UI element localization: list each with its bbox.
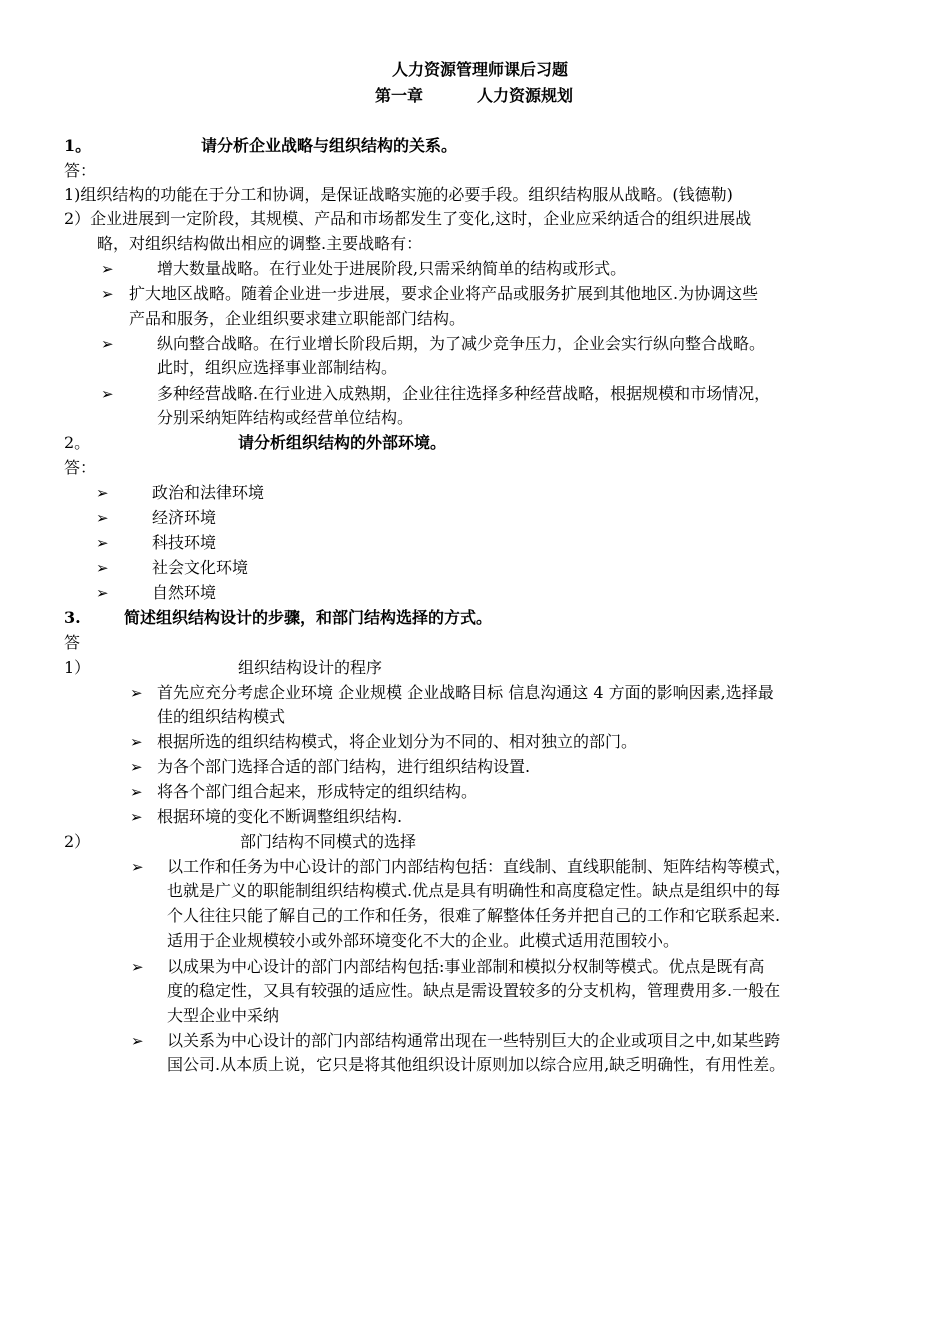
bullet-arrow-icon: ➢ [130,783,143,801]
q2-bullet-1: 政治和法律环境 [152,483,265,502]
document-title: 人力资源管理师课后习题 [391,60,568,79]
q3-number: 3. [64,608,81,627]
q3-s2-bullet-2-line-2: 度的稳定性，又具有较强的适应性。缺点是需设置较多的分支机构，管理费用多.一般在 [167,981,781,1000]
q3-s2-bullet-1-line-3: 个人往往只能了解自己的工作和任务，很难了解整体任务并把自己的工作和它联系起来. [167,906,781,925]
bullet-arrow-icon: ➢ [96,509,109,527]
q1-paragraph-2-line-1: 2）企业进展到一定阶段，其规模、产品和市场都发生了变化,这时，企业应采纳适合的组织进展战 [64,209,752,228]
q3-s1-bullet-3: 为各个部门选择合适的部门结构，进行组织结构设置. [157,757,531,776]
q3-question: 简述组织结构设计的步骤，和部门结构选择的方式。 [124,608,493,627]
q1-bullet-2-line-2: 产品和服务，企业组织要求建立职能部门结构。 [129,309,466,328]
bullet-arrow-icon: ➢ [131,958,144,976]
q3-s1-bullet-1-line-1: 首先应充分考虑企业环境 企业规模 企业战略目标 信息沟通这 4 方面的影响因素,选择最 [157,683,774,702]
bullet-arrow-icon: ➢ [131,1032,144,1050]
bullet-arrow-icon: ➢ [101,385,114,403]
q3-s2-bullet-2-line-3: 大型企业中采纳 [167,1006,280,1025]
q3-s2-bullet-3-line-2: 国公司.从本质上说，它只是将其他组织设计原则加以综合应用,缺乏明确性，有用性差。 [167,1055,786,1074]
q3-s2-bullet-1-line-1: 以工作和任务为中心设计的部门内部结构包括：直线制、直线职能制、矩阵结构等模式， [167,857,792,876]
q3-s2-bullet-1-line-2: 也就是广义的职能制组织结构模式.优点是具有明确性和高度稳定性。缺点是组织中的每 [167,881,781,900]
bullet-arrow-icon: ➢ [130,684,143,702]
bullet-arrow-icon: ➢ [131,858,144,876]
q1-bullet-2-line-1: 扩大地区战略。随着企业进一步进展，要求企业将产品或服务扩展到其他地区.为协调这些 [129,284,759,303]
q1-bullet-1: 增大数量战略。在行业处于进展阶段,只需采纳简单的结构或形式。 [157,259,627,278]
q2-question: 请分析组织结构的外部环境。 [238,433,447,452]
q2-bullet-2: 经济环境 [152,508,217,527]
q1-answer-label: 答： [64,161,97,180]
q3-section-1-number: 1） [64,658,91,677]
q1-bullet-4-line-2: 分别采纳矩阵结构或经营单位结构。 [157,408,414,427]
q2-bullet-5: 自然环境 [152,583,217,602]
bullet-arrow-icon: ➢ [96,584,109,602]
q1-question: 请分析企业战略与组织结构的关系。 [201,136,458,155]
q3-s1-bullet-2: 根据所选的组织结构模式，将企业划分为不同的、相对独立的部门。 [157,732,638,751]
bullet-arrow-icon: ➢ [101,285,114,303]
q1-bullet-4-line-1: 多种经营战略.在行业进入成熟期，企业往往选择多种经营战略，根据规模和市场情况， [157,384,771,403]
q3-s1-bullet-5: 根据环境的变化不断调整组织结构. [157,807,403,826]
q1-paragraph-2-line-2: 略，对组织结构做出相应的调整.主要战略有： [97,234,423,253]
q3-answer-label: 答 [64,633,81,652]
q1-bullet-3-line-1: 纵向整合战略。在行业增长阶段后期，为了减少竞争压力，企业会实行纵向整合战略。 [157,334,766,353]
bullet-arrow-icon: ➢ [101,260,114,278]
bullet-arrow-icon: ➢ [130,758,143,776]
bullet-arrow-icon: ➢ [130,733,143,751]
q1-bullet-3-line-2: 此时，组织应选择事业部制结构。 [157,358,398,377]
chapter-name: 人力资源规划 [477,86,574,105]
q3-s2-bullet-2-line-1: 以成果为中心设计的部门内部结构包括:事业部制和模拟分权制等模式。优点是既有高 [167,957,765,976]
q1-paragraph-1: 1)组织结构的功能在于分工和协调，是保证战略实施的必要手段。组织结构服从战略。(钱德勒) [64,185,733,204]
q2-bullet-4: 社会文化环境 [152,558,249,577]
bullet-arrow-icon: ➢ [101,335,114,353]
q3-s1-bullet-1-line-2: 佳的组织结构模式 [157,707,286,726]
bullet-arrow-icon: ➢ [96,559,109,577]
bullet-arrow-icon: ➢ [96,484,109,502]
q3-section-2-number: 2） [64,832,91,851]
q3-s2-bullet-1-line-4: 适用于企业规模较小或外部环境变化不大的企业。此模式适用范围较小。 [167,931,680,950]
bullet-arrow-icon: ➢ [96,534,109,552]
bullet-arrow-icon: ➢ [130,808,143,826]
q3-s1-bullet-4: 将各个部门组合起来，形成特定的组织结构。 [157,782,478,801]
q3-section-1-heading: 组织结构设计的程序 [238,658,383,677]
q3-s2-bullet-3-line-1: 以关系为中心设计的部门内部结构通常出现在一些特别巨大的企业或项目之中,如某些跨 [167,1031,781,1050]
q2-number: 2。 [64,433,91,452]
q2-bullet-3: 科技环境 [152,533,217,552]
q1-number: 1。 [64,136,92,155]
q2-answer-label: 答： [64,458,97,477]
chapter-label: 第一章 [375,86,424,105]
q3-section-2-heading: 部门结构不同模式的选择 [240,832,417,851]
